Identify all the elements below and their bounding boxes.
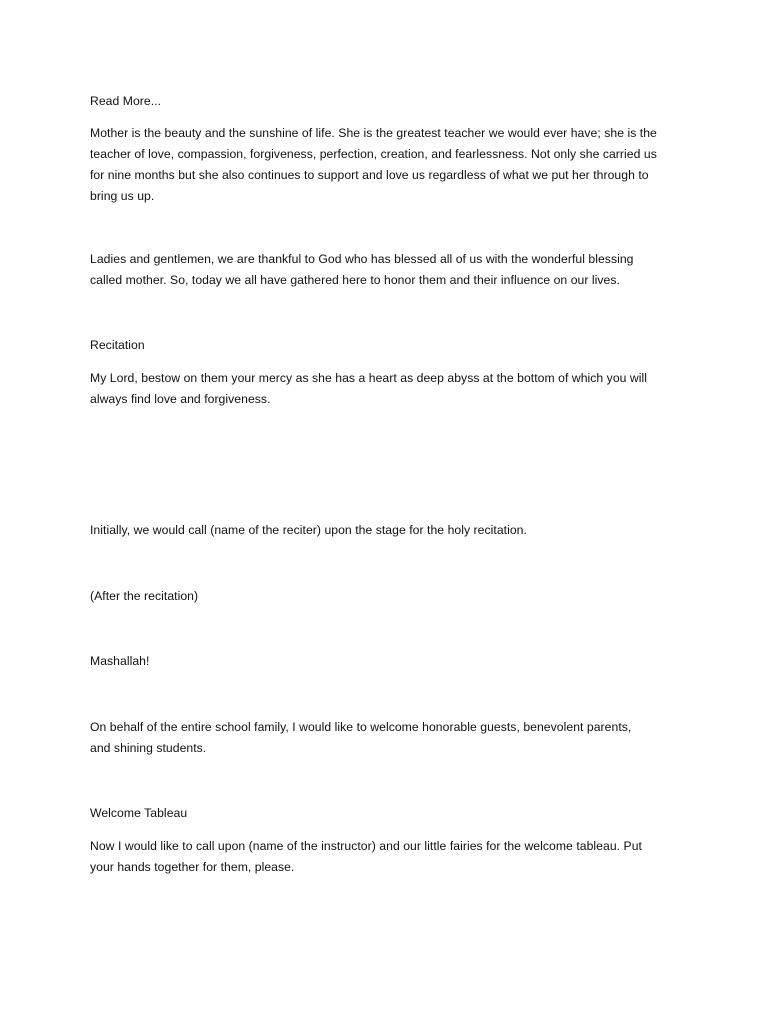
recitation-heading: Recitation	[90, 338, 145, 352]
mashallah-line: Mashallah!	[90, 654, 150, 668]
text-line: teacher of love, compassion, forgiveness, perfection, creation, and fearlessness. Not only she carried us	[90, 147, 657, 161]
text-line: Ladies and gentlemen, we are thankful to God who has blessed all of us with the wonderful blessing	[90, 252, 634, 266]
text-line: bring us up.	[90, 189, 155, 203]
text-line: On behalf of the entire school family, I would like to welcome honorable guests, benevolent parents,	[90, 720, 632, 734]
text-line: called mother. So, today we all have gathered here to honor them and their influence on our lives.	[90, 273, 620, 287]
text-line: Mother is the beauty and the sunshine of life. She is the greatest teacher we would ever have; she is the	[90, 126, 657, 140]
tableau-paragraph	[90, 836, 690, 878]
text-line: and shining students.	[90, 741, 207, 755]
ladies-paragraph	[90, 249, 690, 291]
tableau-heading: Welcome Tableau	[90, 806, 188, 820]
initially-paragraph: Initially, we would call (name of the reciter) upon the stage for the holy recitation.	[90, 523, 527, 537]
intro-paragraph	[90, 123, 690, 207]
text-line: for nine months but she also continues to support and love us regardless of what we put her through to	[90, 168, 649, 182]
welcome-paragraph	[90, 717, 690, 759]
text-line: Now I would like to call upon (name of the instructor) and our little fairies for the welcome tableau. Put	[90, 839, 642, 853]
prayer-paragraph	[90, 368, 690, 410]
text-line: your hands together for them, please.	[90, 860, 295, 874]
read-more-link: Read More...	[90, 94, 162, 108]
after-recitation-note: (After the recitation)	[90, 589, 199, 603]
text-line: My Lord, bestow on them your mercy as she has a heart as deep abyss at the bottom of which you will	[90, 371, 648, 385]
text-line: always find love and forgiveness.	[90, 392, 271, 406]
